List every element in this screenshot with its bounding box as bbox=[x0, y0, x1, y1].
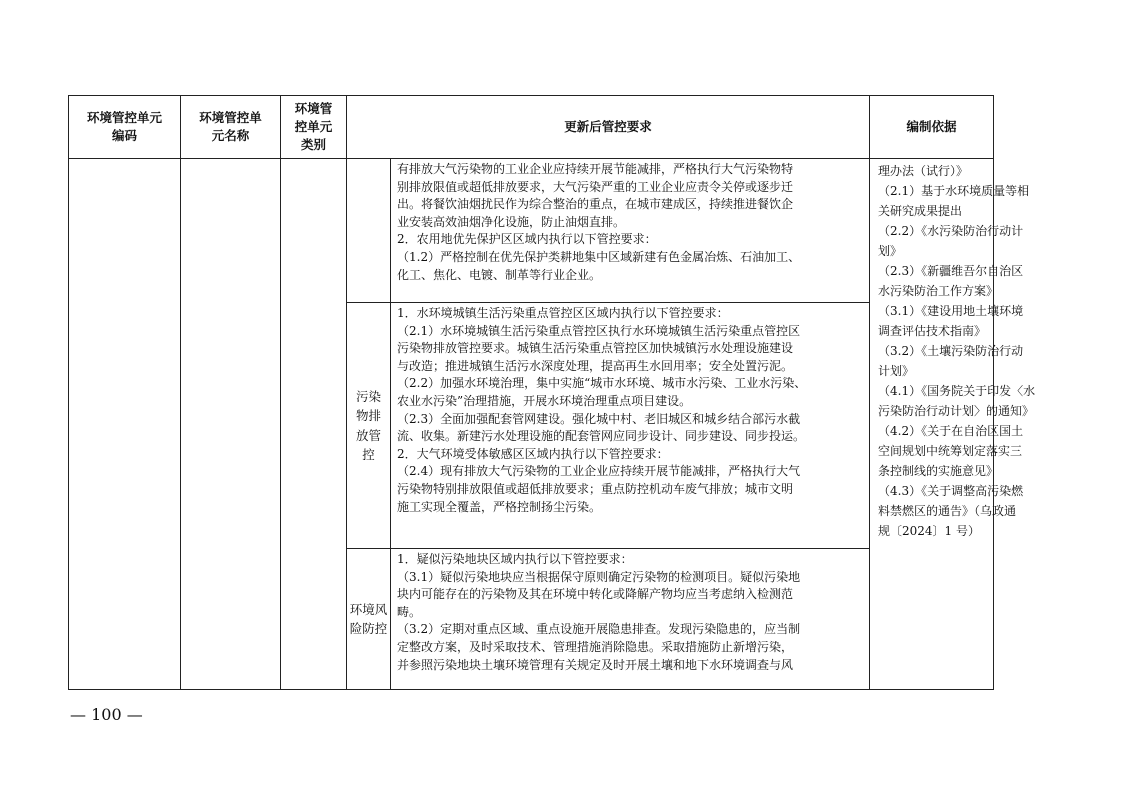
requirements-cell bbox=[391, 303, 870, 549]
subcategory-cell-continued bbox=[347, 159, 391, 303]
basis-line: 理办法（试行）》 bbox=[878, 164, 969, 178]
requirement-line: 定整改方案，及时采取技术、管理措施消除隐患。采取措施防止新增污染， bbox=[397, 639, 794, 654]
header-requirements: 更新后管控要求 bbox=[347, 96, 870, 159]
basis-line: （4.3）《关于调整高污染燃 bbox=[878, 484, 1024, 498]
subcategory-cell-risk-control bbox=[347, 549, 391, 690]
basis-line: （2.2）《水污染防治行动计 bbox=[878, 224, 1024, 238]
requirement-line: 1．水环境城镇生活污染重点管控区区域内执行以下管控要求： bbox=[397, 306, 729, 320]
header-basis: 编制依据 bbox=[870, 96, 994, 159]
basis-line: 划》 bbox=[878, 244, 903, 258]
requirement-line: 2．大气环境受体敏感区区域内执行以下管控要求： bbox=[397, 446, 669, 461]
requirements-cell bbox=[391, 159, 870, 303]
requirement-line: （3.2）定期对重点区域、重点设施开展隐患排查。发现污染隐患的，应当制 bbox=[397, 622, 801, 637]
basis-line: 污染防治行动计划〉的通知》 bbox=[878, 404, 1035, 418]
basis-line: （4.2）《关于在自治区国土 bbox=[878, 424, 1024, 438]
requirement-line: 施工实现全覆盖，严格控制扬尘污染。 bbox=[397, 499, 602, 514]
requirement-line: （2.4）现有排放大气污染物的工业企业应持续开展节能减排，严格执行大气 bbox=[397, 464, 801, 479]
basis-line: （2.1）基于水环境质量等相 bbox=[878, 184, 1030, 198]
regulation-table bbox=[68, 95, 1036, 690]
subcategory-cell-pollutant-emission bbox=[347, 303, 391, 549]
basis-line: （3.1）《建设用地土壤环境 bbox=[878, 304, 1024, 318]
page-number: — 100 — bbox=[70, 705, 143, 724]
header-unit-code: 环境管控单元编码 bbox=[69, 96, 181, 159]
basis-line: 料禁燃区的通告》（乌政通 bbox=[878, 504, 1017, 518]
requirement-line: （3.1）疑似污染地块应当根据保守原则确定污染物的检测项目。疑似污染地 bbox=[397, 569, 801, 584]
header-unit-name: 环境管控单元名称 bbox=[181, 96, 281, 159]
requirement-line: 化工、焦化、电镀、制革等行业企业。 bbox=[397, 267, 602, 282]
requirement-line: 块内可能存在的污染物及其在环境中转化或降解产物均应当考虑纳入检测范 bbox=[397, 587, 794, 602]
basis-line: （4.1）《国务院关于印发〈水 bbox=[878, 384, 1036, 398]
requirement-line: 污染物排放管控要求。城镇生活污染重点管控区加快城镇污水处理设施建设 bbox=[397, 341, 794, 356]
requirements-cell bbox=[391, 549, 870, 690]
requirement-line: 流、收集。新建污水处理设施的配套管网应同步设计、同步建设、同步投运。 bbox=[397, 429, 806, 444]
basis-line: 调查评估技术指南》 bbox=[878, 324, 987, 338]
requirement-line: 出。将餐饮油烟扰民作为综合整治的重点，在城市建成区，持续推进餐饮企 bbox=[397, 197, 794, 212]
table-header-row bbox=[69, 96, 994, 159]
header-unit-category: 环境管控单元类别 bbox=[281, 96, 347, 159]
requirement-line: 别排放限值或超低排放要求，大气污染严重的工业企业应责令关停或逐步迁 bbox=[397, 179, 794, 194]
requirement-line: 畴。 bbox=[397, 604, 422, 619]
requirement-line: （2.2）加强水环境治理，集中实施“城市水环境、城市水污染、工业水污染、 bbox=[397, 376, 807, 391]
basis-line: （3.2）《土壤污染防治行动 bbox=[878, 344, 1024, 358]
basis-line: 条控制线的实施意见》 bbox=[878, 464, 999, 478]
requirement-line: （2.1）水环境城镇生活污染重点管控区执行水环境城镇生活污染重点管控区 bbox=[397, 323, 801, 338]
requirement-line: 并参照污染地块土壤环境管理有关规定及时开展土壤和地下水环境调查与风 bbox=[397, 657, 794, 672]
requirement-line: 1．疑似污染地块区域内执行以下管控要求： bbox=[397, 552, 633, 566]
basis-line: 关研究成果提出 bbox=[878, 204, 963, 218]
unit-name-cell bbox=[181, 159, 281, 690]
basis-cell bbox=[870, 159, 1036, 690]
basis-line: （2.3）《新疆维吾尔自治区 bbox=[878, 264, 1024, 278]
basis-line: 规〔2024〕1 号） bbox=[878, 524, 981, 538]
requirement-line: 污染物特别排放限值或超低排放要求；重点防控机动车废气排放；城市文明 bbox=[397, 481, 794, 496]
requirement-line: 业安装高效油烟净化设施，防止油烟直排。 bbox=[397, 214, 626, 229]
subcategory-label: 污染物排放管控 bbox=[355, 388, 381, 462]
table-row bbox=[69, 159, 994, 303]
basis-line: 计划》 bbox=[878, 364, 915, 378]
basis-line: 空间规划中统筹划定落实三 bbox=[878, 444, 1023, 458]
unit-code-cell bbox=[69, 159, 181, 690]
requirement-line: 农业水污染”治理措施，开展水环境治理重点项目建设。 bbox=[397, 393, 692, 408]
requirement-line: 2．农用地优先保护区区域内执行以下管控要求： bbox=[397, 232, 657, 247]
requirement-line: 有排放大气污染物的工业企业应持续开展节能减排，严格执行大气污染物特 bbox=[397, 162, 794, 176]
requirement-line: （2.3）全面加强配套管网建设。强化城中村、老旧城区和城乡结合部污水截 bbox=[397, 411, 801, 426]
basis-line: 水污染防治工作方案》 bbox=[878, 284, 999, 298]
requirement-line: 与改造；推进城镇生活污水深度处理，提高再生水回用率；安全处置污泥。 bbox=[397, 358, 794, 373]
requirement-line: （1.2）严格控制在优先保护类耕地集中区域新建有色金属冶炼、石油加工、 bbox=[397, 249, 801, 264]
unit-category-cell bbox=[281, 159, 347, 690]
subcategory-label: 环境风险防控 bbox=[349, 601, 388, 636]
